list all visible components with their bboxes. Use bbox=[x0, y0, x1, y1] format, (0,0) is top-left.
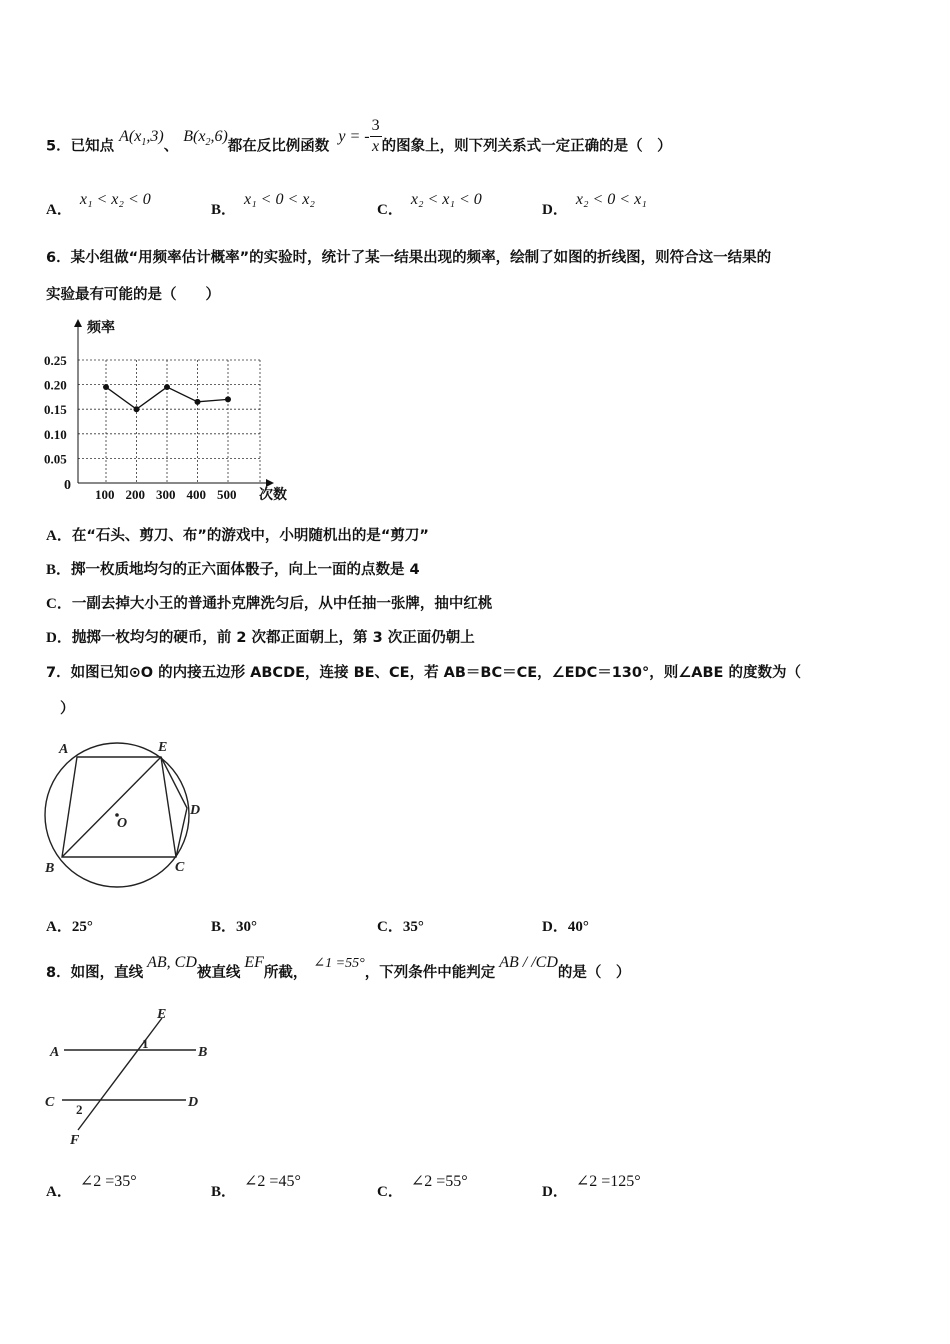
q5-option-d-expr: x₂ < 0 < x₁ bbox=[575, 191, 647, 208]
chart-xtick-label: 300 bbox=[156, 487, 176, 502]
q8-option-c[interactable]: C．∠2 =55° bbox=[377, 1173, 468, 1200]
q8-number: 8．如图，直线 bbox=[46, 965, 144, 981]
q8-option-d[interactable]: D．∠2 =125° bbox=[542, 1173, 641, 1200]
chart-xtick-label: 100 bbox=[95, 487, 115, 502]
q5-option-a[interactable]: A．x₁ < x₂ < 0 bbox=[46, 191, 151, 218]
q7-label-d: D bbox=[190, 803, 201, 818]
q8-label-1: 1 bbox=[142, 1036, 149, 1051]
q5-number: 5． bbox=[46, 138, 71, 155]
chart-ylabel: 频率 bbox=[87, 321, 115, 336]
q6-frequency-chart bbox=[40, 315, 302, 510]
chart-xlabel: 次数 bbox=[259, 488, 287, 503]
q7-label-c: C bbox=[175, 860, 185, 875]
q6-option-c[interactable]: C．一副去掉大小王的普通扑克牌洗匀后，从中任抽一张牌，抽中红桃 bbox=[46, 596, 493, 612]
chart-ytick-label: 0.05 bbox=[44, 451, 67, 467]
chart-point bbox=[195, 399, 201, 405]
q6-option-a-text: 在“石头、剪刀、布”的游戏中，小明随机出的是“剪刀” bbox=[71, 528, 429, 544]
q6-option-b[interactable]: B．掷一枚质地均匀的正六面体骰子，向上一面的点数是 4 bbox=[46, 562, 420, 578]
q7-label-b: B bbox=[45, 861, 55, 876]
q8-line-ef: EF bbox=[244, 954, 264, 971]
q8-option-d-expr: ∠2 =125° bbox=[575, 1173, 641, 1190]
q5-function-fraction: $\frac{3}{x}$ bbox=[371, 117, 380, 155]
q8-lines-ab-cd: AB, CD bbox=[147, 954, 197, 971]
q8-line-ef-drawn bbox=[78, 1018, 162, 1130]
q8-text3: ，下列条件中能判定 bbox=[364, 965, 496, 981]
q8-label-2: 2 bbox=[76, 1102, 83, 1117]
q7-stem-line2: ） bbox=[60, 701, 75, 717]
q5-stem bbox=[46, 117, 672, 167]
q5-option-a-expr: x₁ < x₂ < 0 bbox=[79, 191, 151, 208]
q5-function-prefix: y = - bbox=[338, 127, 370, 145]
q5-option-b[interactable]: B．x₁ < 0 < x₂ bbox=[211, 191, 315, 218]
chart-point bbox=[164, 384, 170, 390]
q8-label-e: E bbox=[157, 1007, 167, 1022]
q8-option-a[interactable]: A．∠2 =35° bbox=[46, 1173, 137, 1200]
q7-option-a-text: 25° bbox=[71, 919, 93, 935]
q8-label-f: F bbox=[70, 1133, 80, 1148]
q7-option-b[interactable]: B．30° bbox=[211, 919, 258, 935]
q6-option-a[interactable]: A．在“石头、剪刀、布”的游戏中，小明随机出的是“剪刀” bbox=[46, 528, 429, 544]
q5-option-b-expr: x₁ < 0 < x₂ bbox=[244, 191, 315, 208]
chart-point bbox=[103, 384, 109, 390]
chart-xtick-label: 500 bbox=[217, 487, 237, 502]
q8-angle1: ∠1 =55° bbox=[313, 956, 365, 971]
q8-label-a: A bbox=[50, 1045, 60, 1060]
chart-ytick-label: 0.15 bbox=[44, 402, 67, 418]
chart-ytick-label: 0.25 bbox=[44, 353, 67, 368]
q7-option-c-text: 35° bbox=[402, 919, 424, 935]
q7-option-d-text: 40° bbox=[567, 919, 589, 935]
q8-label-d: D bbox=[188, 1095, 199, 1110]
q5-text2: 都在反比例函数 bbox=[227, 138, 330, 155]
q7-label-a: A bbox=[59, 742, 69, 757]
q7-option-a[interactable]: A．25° bbox=[46, 919, 93, 935]
q8-option-b[interactable]: B．∠2 =45° bbox=[211, 1173, 301, 1200]
q7-option-c[interactable]: C．35° bbox=[377, 919, 424, 935]
q8-label-c: C bbox=[45, 1095, 55, 1110]
q7-option-d[interactable]: D．40° bbox=[542, 919, 589, 935]
q8-text2: 所截， bbox=[263, 965, 308, 981]
q8-option-b-expr: ∠2 =45° bbox=[244, 1173, 301, 1190]
q7-label-e: E bbox=[158, 740, 168, 755]
chart-xtick-label: 200 bbox=[125, 487, 145, 502]
q6-option-d[interactable]: D．抛掷一枚均匀的硬币，前 2 次都正面朝上，第 3 次正面仍朝上 bbox=[46, 630, 475, 646]
q7-option-b-text: 30° bbox=[236, 919, 258, 935]
q8-stem bbox=[46, 954, 631, 982]
chart-origin: 0 bbox=[64, 478, 71, 493]
q8-label-b: B bbox=[198, 1045, 208, 1060]
q6-stem-line1: 6．某小组做“用频率估计概率”的实验时，统计了某一结果出现的频率，绘制了如图的折线图，则符合这一结果的 bbox=[46, 250, 772, 266]
q7-segment-be bbox=[62, 757, 161, 857]
q8-text4: 的是（ ） bbox=[557, 965, 631, 981]
q8-transversal-figure bbox=[40, 1002, 220, 1150]
q5-point-a: $A(x_1,3)$ bbox=[119, 127, 164, 148]
chart-ytick-label: 0.10 bbox=[44, 426, 67, 442]
q6-option-d-text: 抛掷一枚均匀的硬币，前 2 次都正面朝上，第 3 次正面仍朝上 bbox=[71, 630, 475, 646]
chart-xtick-label: 400 bbox=[186, 487, 206, 502]
q5-text1: 已知点 bbox=[70, 138, 115, 155]
q5-option-c-expr: x₂ < x₁ < 0 bbox=[410, 191, 482, 208]
q6-option-c-text: 一副去掉大小王的普通扑克牌洗匀后，从中任抽一张牌，抽中红桃 bbox=[71, 596, 493, 612]
chart-point bbox=[134, 406, 140, 412]
q8-option-c-expr: ∠2 =55° bbox=[410, 1173, 468, 1190]
q8-parallel: AB / /CD bbox=[499, 954, 558, 971]
q5-option-d[interactable]: D．x₂ < 0 < x₁ bbox=[542, 191, 647, 218]
q6-stem-line2: 实验最有可能的是（ ） bbox=[46, 287, 220, 303]
q5-separator: 、 bbox=[163, 138, 179, 155]
chart-point bbox=[225, 396, 231, 402]
q8-option-a-expr: ∠2 =35° bbox=[79, 1173, 137, 1190]
chart-ytick-label: 0.20 bbox=[44, 377, 67, 393]
q5-option-c[interactable]: C．x₂ < x₁ < 0 bbox=[377, 191, 482, 218]
q5-point-b: $B(x_2,6)$ bbox=[183, 127, 228, 148]
q5-text3: 的图象上，则下列关系式一定正确的是（ ） bbox=[381, 138, 672, 155]
q7-stem-line1: 7．如图已知⊙O 的内接五边形 ABCDE，连接 BE、CE，若 AB＝BC＝CE，∠EDC＝130°，则∠ABE 的度数为（ bbox=[46, 665, 801, 681]
q7-label-o: O bbox=[117, 816, 128, 831]
q6-option-b-text: 掷一枚质地均匀的正六面体骰子，向上一面的点数是 4 bbox=[71, 562, 420, 578]
q8-text1: 被直线 bbox=[196, 965, 241, 981]
q7-pentagon-figure bbox=[40, 735, 210, 895]
